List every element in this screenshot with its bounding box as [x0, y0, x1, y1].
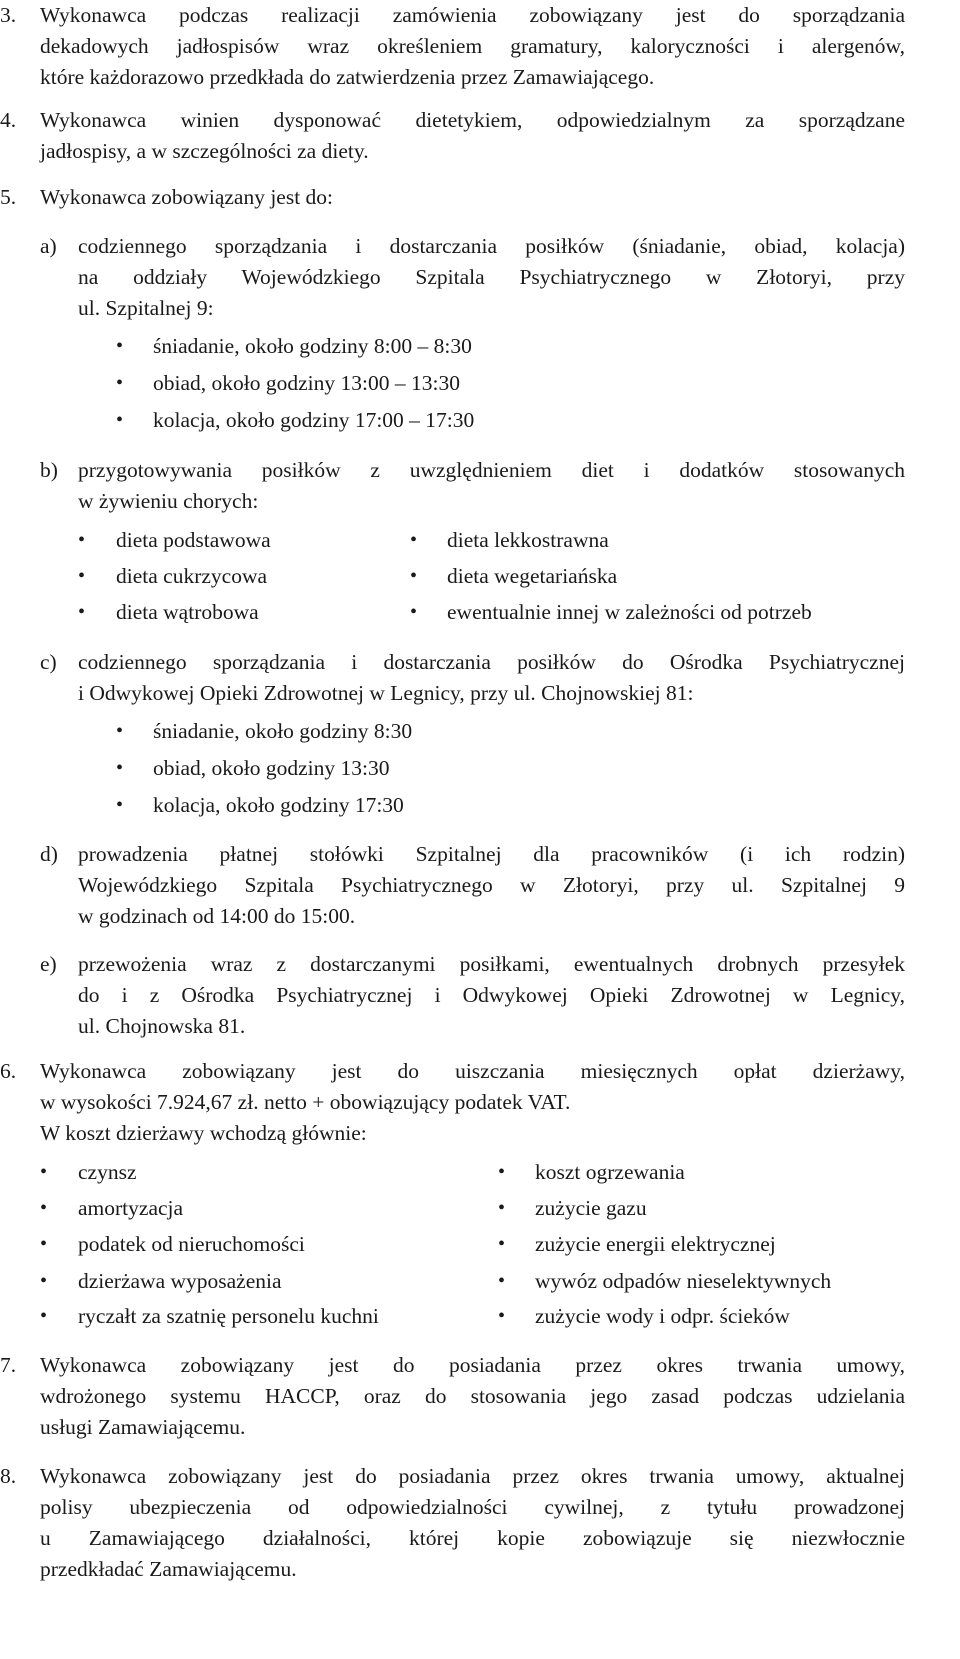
list-item: dieta cukrzycowa	[116, 564, 268, 588]
bullet-icon: •	[40, 1233, 48, 1255]
subitem-letter: b)	[40, 458, 58, 482]
list-item: kolacja, około godziny 17:00 – 17:30	[153, 408, 475, 432]
bullet-icon: •	[410, 601, 418, 623]
list-item: amortyzacja	[78, 1196, 184, 1220]
paragraph-line: wdrożonego systemu HACCP, oraz do stosowania jego zasad podczas udzielania	[40, 1384, 905, 1408]
item-number: 6.	[0, 1059, 17, 1083]
subitem-letter: e)	[40, 952, 57, 976]
bullet-icon: •	[116, 794, 124, 816]
paragraph-line: codziennego sporządzania i dostarczania posiłków do Ośrodka Psychiatrycznej	[78, 650, 905, 674]
paragraph-line: Wykonawca winien dysponować dietetykiem, odpowiedzialnym za sporządzane	[40, 108, 905, 132]
list-item: dzierżawa wyposażenia	[78, 1269, 282, 1293]
paragraph-line: Wykonawca zobowiązany jest do posiadania przez okres trwania umowy, aktualnej	[40, 1464, 905, 1488]
bullet-icon: •	[78, 565, 86, 587]
list-item: obiad, około godziny 13:00 – 13:30	[153, 371, 460, 395]
subitem-letter: d)	[40, 842, 58, 866]
paragraph-line: jadłospisy, a w szczególności za diety.	[40, 139, 369, 163]
list-item: wywóz odpadów nieselektywnych	[535, 1269, 832, 1293]
bullet-icon: •	[116, 335, 124, 357]
bullet-icon: •	[116, 372, 124, 394]
item-number: 3.	[0, 3, 17, 27]
list-item: dieta podstawowa	[116, 528, 271, 552]
paragraph-line: dekadowych jadłospisów wraz określeniem gramatury, kaloryczności i alergenów,	[40, 34, 905, 58]
item-number: 4.	[0, 108, 17, 132]
paragraph-line: u Zamawiającego działalności, której kopie zobowiązuje się niezwłocznie	[40, 1526, 905, 1550]
subitem-letter: a)	[40, 234, 57, 258]
bullet-icon: •	[410, 565, 418, 587]
paragraph-line: polisy ubezpieczenia od odpowiedzialności cywilnej, z tytułu prowadzonej	[40, 1495, 905, 1519]
bullet-icon: •	[498, 1233, 506, 1255]
list-item: podatek od nieruchomości	[78, 1232, 305, 1256]
list-item: zużycie gazu	[535, 1196, 647, 1220]
bullet-icon: •	[410, 529, 418, 551]
paragraph-line: ul. Szpitalnej 9:	[78, 296, 214, 320]
list-item: zużycie wody i odpr. ścieków	[535, 1304, 790, 1328]
paragraph-line: ul. Chojnowska 81.	[78, 1014, 246, 1038]
paragraph-line: Wykonawca zobowiązany jest do posiadania przez okres trwania umowy,	[40, 1353, 905, 1377]
paragraph-line: prowadzenia płatnej stołówki Szpitalnej dla pracowników (i ich rodzin)	[78, 842, 905, 866]
list-item: dieta wegetariańska	[447, 564, 618, 588]
bullet-icon: •	[40, 1270, 48, 1292]
bullet-icon: •	[498, 1270, 506, 1292]
list-item: ewentualnie innej w zależności od potrzeb	[447, 600, 812, 624]
paragraph-line: Wykonawca podczas realizacji zamówienia zobowiązany jest do sporządzania	[40, 3, 905, 27]
list-item: ryczałt za szatnię personelu kuchni	[78, 1304, 379, 1328]
paragraph-line: Wykonawca zobowiązany jest do:	[40, 185, 334, 209]
paragraph-line: na oddziały Wojewódzkiego Szpitala Psychiatrycznego w Złotoryi, przy	[78, 265, 905, 289]
paragraph-line: codziennego sporządzania i dostarczania posiłków (śniadanie, obiad, kolacja)	[78, 234, 905, 258]
paragraph-line: i Odwykowej Opieki Zdrowotnej w Legnicy, przy ul. Chojnowskiej 81:	[78, 681, 694, 705]
bullet-icon: •	[40, 1197, 48, 1219]
bullet-icon: •	[116, 720, 124, 742]
list-item: dieta lekkostrawna	[447, 528, 609, 552]
paragraph-line: Wykonawca zobowiązany jest do uiszczania miesięcznych opłat dzierżawy,	[40, 1059, 905, 1083]
bullet-icon: •	[40, 1305, 48, 1327]
bullet-icon: •	[78, 601, 86, 623]
bullet-icon: •	[116, 757, 124, 779]
paragraph-line: które każdorazowo przedkłada do zatwierdzenia przez Zamawiającego.	[40, 65, 655, 89]
bullet-icon: •	[40, 1161, 48, 1183]
bullet-icon: •	[498, 1161, 506, 1183]
list-item: obiad, około godziny 13:30	[153, 756, 390, 780]
list-item: zużycie energii elektrycznej	[535, 1232, 776, 1256]
paragraph-line: Wojewódzkiego Szpitala Psychiatrycznego w Złotoryi, przy ul. Szpitalnej 9	[78, 873, 905, 897]
paragraph-line: w wysokości 7.924,67 zł. netto + obowiązujący podatek VAT.	[40, 1090, 571, 1114]
item-number: 8.	[0, 1464, 17, 1488]
list-item: czynsz	[78, 1160, 137, 1184]
list-item: dieta wątrobowa	[116, 600, 259, 624]
list-item: śniadanie, około godziny 8:00 – 8:30	[153, 334, 472, 358]
paragraph-line: w żywieniu chorych:	[78, 489, 259, 513]
paragraph-line: przygotowywania posiłków z uwzględnieniem diet i dodatków stosowanych	[78, 458, 905, 482]
bullet-icon: •	[78, 529, 86, 551]
paragraph-line: usługi Zamawiającemu.	[40, 1415, 246, 1439]
bullet-icon: •	[498, 1197, 506, 1219]
item-number: 5.	[0, 185, 17, 209]
list-item: koszt ogrzewania	[535, 1160, 685, 1184]
paragraph-line: w godzinach od 14:00 do 15:00.	[78, 904, 356, 928]
paragraph-line: przewożenia wraz z dostarczanymi posiłkami, ewentualnych drobnych przesyłek	[78, 952, 905, 976]
paragraph-line: W koszt dzierżawy wchodzą głównie:	[40, 1121, 367, 1145]
paragraph-line: do i z Ośrodka Psychiatrycznej i Odwykowej Opieki Zdrowotnej w Legnicy,	[78, 983, 905, 1007]
list-item: kolacja, około godziny 17:30	[153, 793, 404, 817]
bullet-icon: •	[116, 409, 124, 431]
list-item: śniadanie, około godziny 8:30	[153, 719, 413, 743]
paragraph-line: przedkładać Zamawiającemu.	[40, 1557, 297, 1581]
item-number: 7.	[0, 1353, 17, 1377]
subitem-letter: c)	[40, 650, 57, 674]
bullet-icon: •	[498, 1305, 506, 1327]
